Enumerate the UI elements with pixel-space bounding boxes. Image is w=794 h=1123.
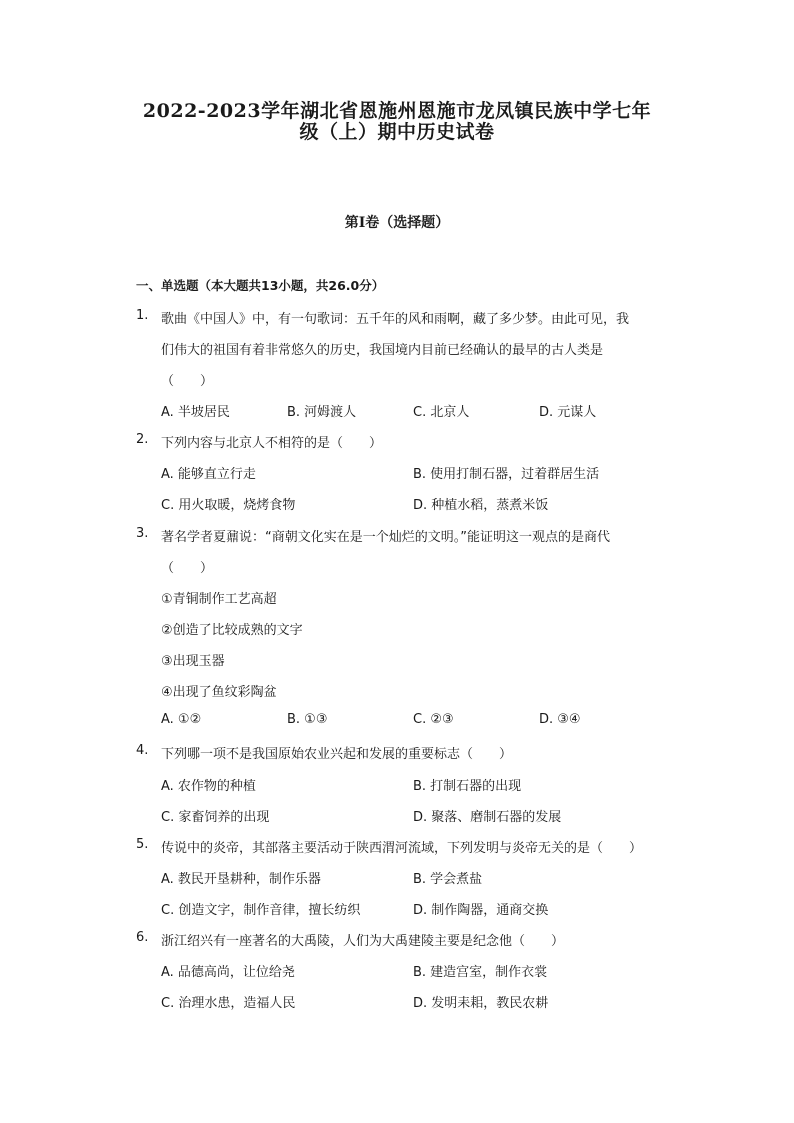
option-c: C. 用火取暖，烧烤食物 [161, 498, 296, 513]
option-d: D. ③④ [539, 712, 581, 727]
question-text: 浙江绍兴有一座著名的大禹陵，人们为大禹建陵主要是纪念他（ ） [161, 934, 565, 949]
question-text: 著名学者夏鼐说：“商朝文化实在是一个灿烂的文明。”能证明这一观点的是商代 [161, 530, 610, 545]
exam-title-line1: 2022-2023学年湖北省恩施州恩施市龙凤镇民族中学七年 [142, 100, 652, 122]
option-a: A. ①② [161, 712, 202, 727]
question-number: 6. [136, 930, 149, 945]
option-a: A. 农作物的种植 [161, 779, 256, 794]
option-b: B. 河姆渡人 [287, 405, 357, 420]
part-title: 第I卷（选择题） [344, 215, 450, 231]
option-d: D. 发明耒耜，教民农耕 [413, 996, 549, 1011]
option-a: A. 品德高尚，让位给尧 [161, 965, 295, 980]
option-b: B. 建造宫室，制作衣裳 [413, 965, 548, 980]
option-a: A. 能够直立行走 [161, 467, 256, 482]
question-number: 1. [136, 308, 149, 323]
statement-item: ④出现了鱼纹彩陶盆 [161, 685, 277, 700]
option-c: C. 治理水患，造福人民 [161, 996, 296, 1011]
question-text: 下列内容与北京人不相符的是（ ） [161, 436, 383, 451]
question-text: 们伟大的祖国有着非常悠久的历史，我国境内目前已经确认的最早的古人类是 [161, 343, 604, 358]
option-c: C. 北京人 [413, 405, 470, 420]
option-b: B. 学会煮盐 [413, 872, 483, 887]
option-d: D. 聚落、磨制石器的发展 [413, 810, 562, 825]
option-c: C. 家畜饲养的出现 [161, 810, 270, 825]
option-d: D. 种植水稻，蒸煮米饭 [413, 498, 549, 513]
exam-title-line2: 级（上）期中历史试卷 [299, 121, 495, 143]
question-text: 传说中的炎帝，其部落主要活动于陕西渭河流域，下列发明与炎帝无关的是（ ） [161, 841, 643, 856]
statement-item: ③出现玉器 [161, 654, 225, 669]
statement-item: ①青铜制作工艺高超 [161, 592, 277, 607]
option-d: D. 制作陶器，通商交换 [413, 903, 549, 918]
option-b: B. 使用打制石器，过着群居生活 [413, 467, 600, 482]
answer-blank: （ ） [161, 374, 214, 389]
statement-item: ②创造了比较成熟的文字 [161, 623, 303, 638]
question-number: 4. [136, 743, 149, 758]
option-c: C. 创造文字，制作音律，擅长纺织 [161, 903, 361, 918]
answer-blank: （ ） [161, 561, 214, 576]
option-b: B. ①③ [287, 712, 328, 727]
question-number: 3. [136, 526, 149, 541]
section-title: 一、单选题（本大题共13小题，共26.0分） [136, 278, 385, 293]
option-a: A. 教民开垦耕种，制作乐器 [161, 872, 321, 887]
option-d: D. 元谋人 [539, 405, 597, 420]
option-c: C. ②③ [413, 712, 454, 727]
question-number: 2. [136, 432, 149, 447]
question-text: 歌曲《中国人》中，有一句歌词：五千年的风和雨啊，藏了多少梦。由此可见，我 [161, 312, 630, 327]
question-text: 下列哪一项不是我国原始农业兴起和发展的重要标志（ ） [161, 747, 513, 762]
option-a: A. 半坡居民 [161, 405, 230, 420]
option-b: B. 打制石器的出现 [413, 779, 522, 794]
question-number: 5. [136, 837, 149, 852]
